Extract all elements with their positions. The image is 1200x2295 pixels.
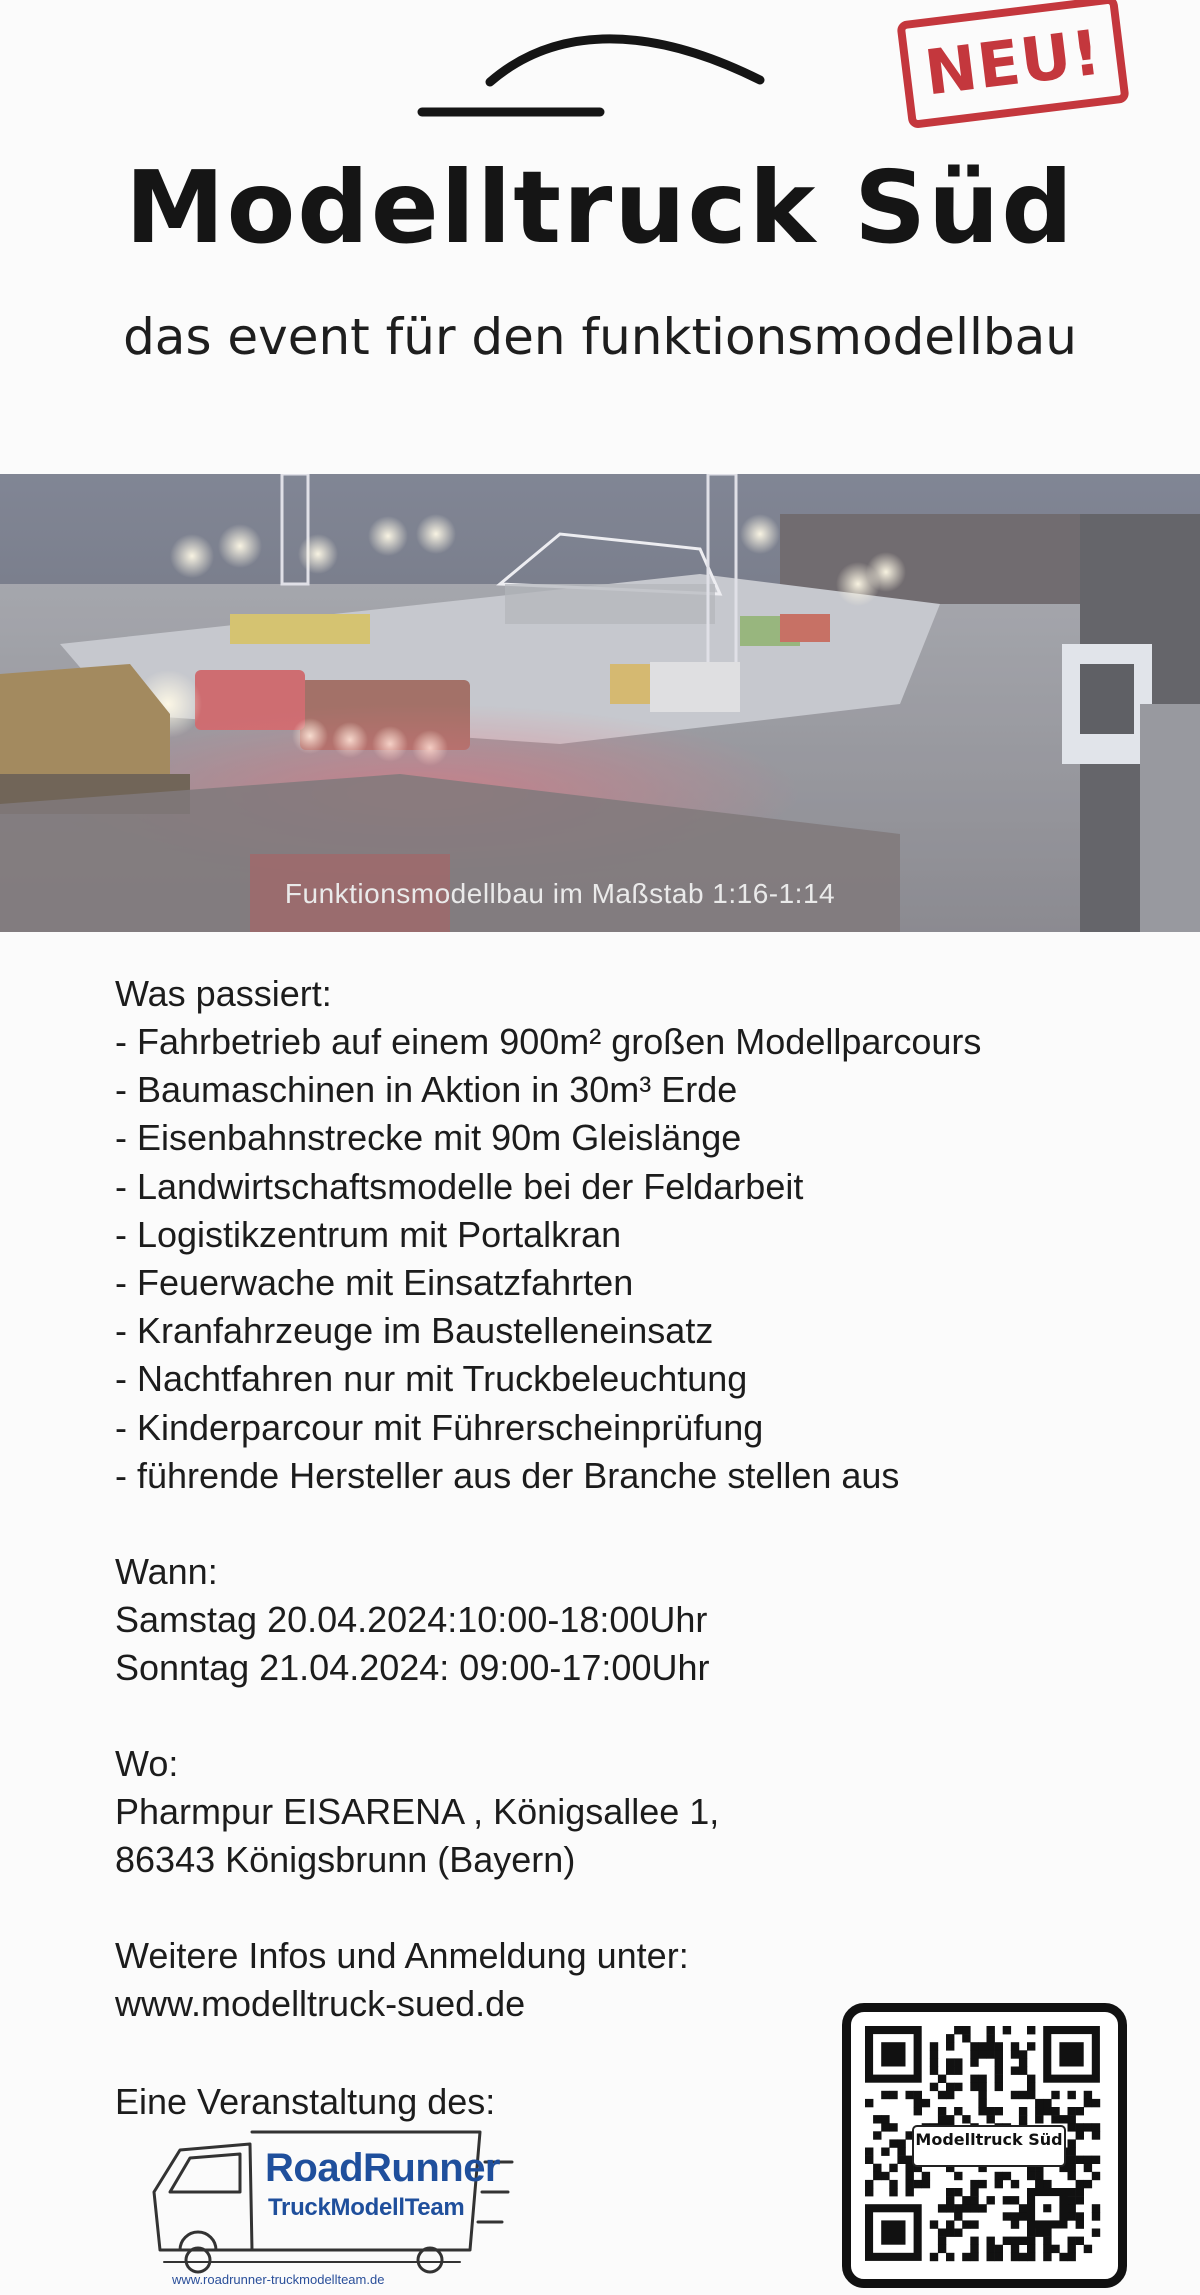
info-section [115,1932,689,2028]
when-heading: Wann: [115,1551,218,1592]
stamp-text: NEU! [920,14,1106,110]
venue-address-line2: 86343 Königsbrunn (Bayern) [115,1839,576,1880]
event-title: Modelltruck Süd [125,149,1075,266]
roadrunner-logo-name: RoadRunner [265,2146,500,2190]
list-item: - Nachtfahren nur mit Truckbeleuchtung [115,1358,748,1400]
where-section [115,1740,719,1884]
venue-address-line1: Pharmpur EISARENA , Königsallee 1, [115,1791,720,1832]
list-item: - Kranfahrzeuge im Baustelleneinsatz [115,1310,714,1352]
new-stamp [896,0,1130,129]
list-item: - Kinderparcour mit Führerscheinprüfung [115,1406,764,1448]
roadrunner-logo-team: TruckModellTeam [268,2194,465,2221]
saturday-time: Samstag 20.04.2024:10:00-18:00Uhr [115,1599,708,1640]
organizer-heading: Eine Veranstaltung des: [115,2081,496,2122]
what-section [115,970,1135,1500]
when-section [115,1548,709,1692]
website-link[interactable]: www.modelltruck-sued.de [115,1983,526,2024]
list-item: - Baumaschinen in Aktion in 30m³ Erde [115,1069,738,1111]
roadrunner-url[interactable]: www.roadrunner-truckmodellteam.de [172,2272,385,2287]
photo-caption: Funktionsmodellbau im Maßstab 1:16-1:14 [284,878,836,909]
list-item: - Landwirtschaftsmodelle bei der Feldarbeit [115,1165,804,1207]
feature-list [115,1018,1135,1500]
where-heading: Wo: [115,1743,179,1784]
list-item: - Fahrbetrieb auf einem 900m² großen Modellparcours [115,1021,982,1062]
list-item: - Logistikzentrum mit Portalkran [115,1213,622,1255]
list-item: - führende Hersteller aus der Branche stellen aus [115,1454,900,1496]
roof-logo-icon [410,20,770,120]
list-item: - Feuerwache mit Einsatzfahrten [115,1262,634,1304]
what-heading: Was passiert: [115,973,332,1014]
event-subtitle: das event für den funktionsmodellbau [123,308,1077,366]
list-item: - Eisenbahnstrecke mit 90m Gleislänge [115,1117,742,1159]
sunday-time: Sonntag 21.04.2024: 09:00-17:00Uhr [115,1647,710,1688]
info-heading: Weitere Infos und Anmeldung unter: [115,1935,689,1976]
event-photo [0,474,1200,932]
qr-center-label: Modelltruck Süd [912,2125,1066,2167]
